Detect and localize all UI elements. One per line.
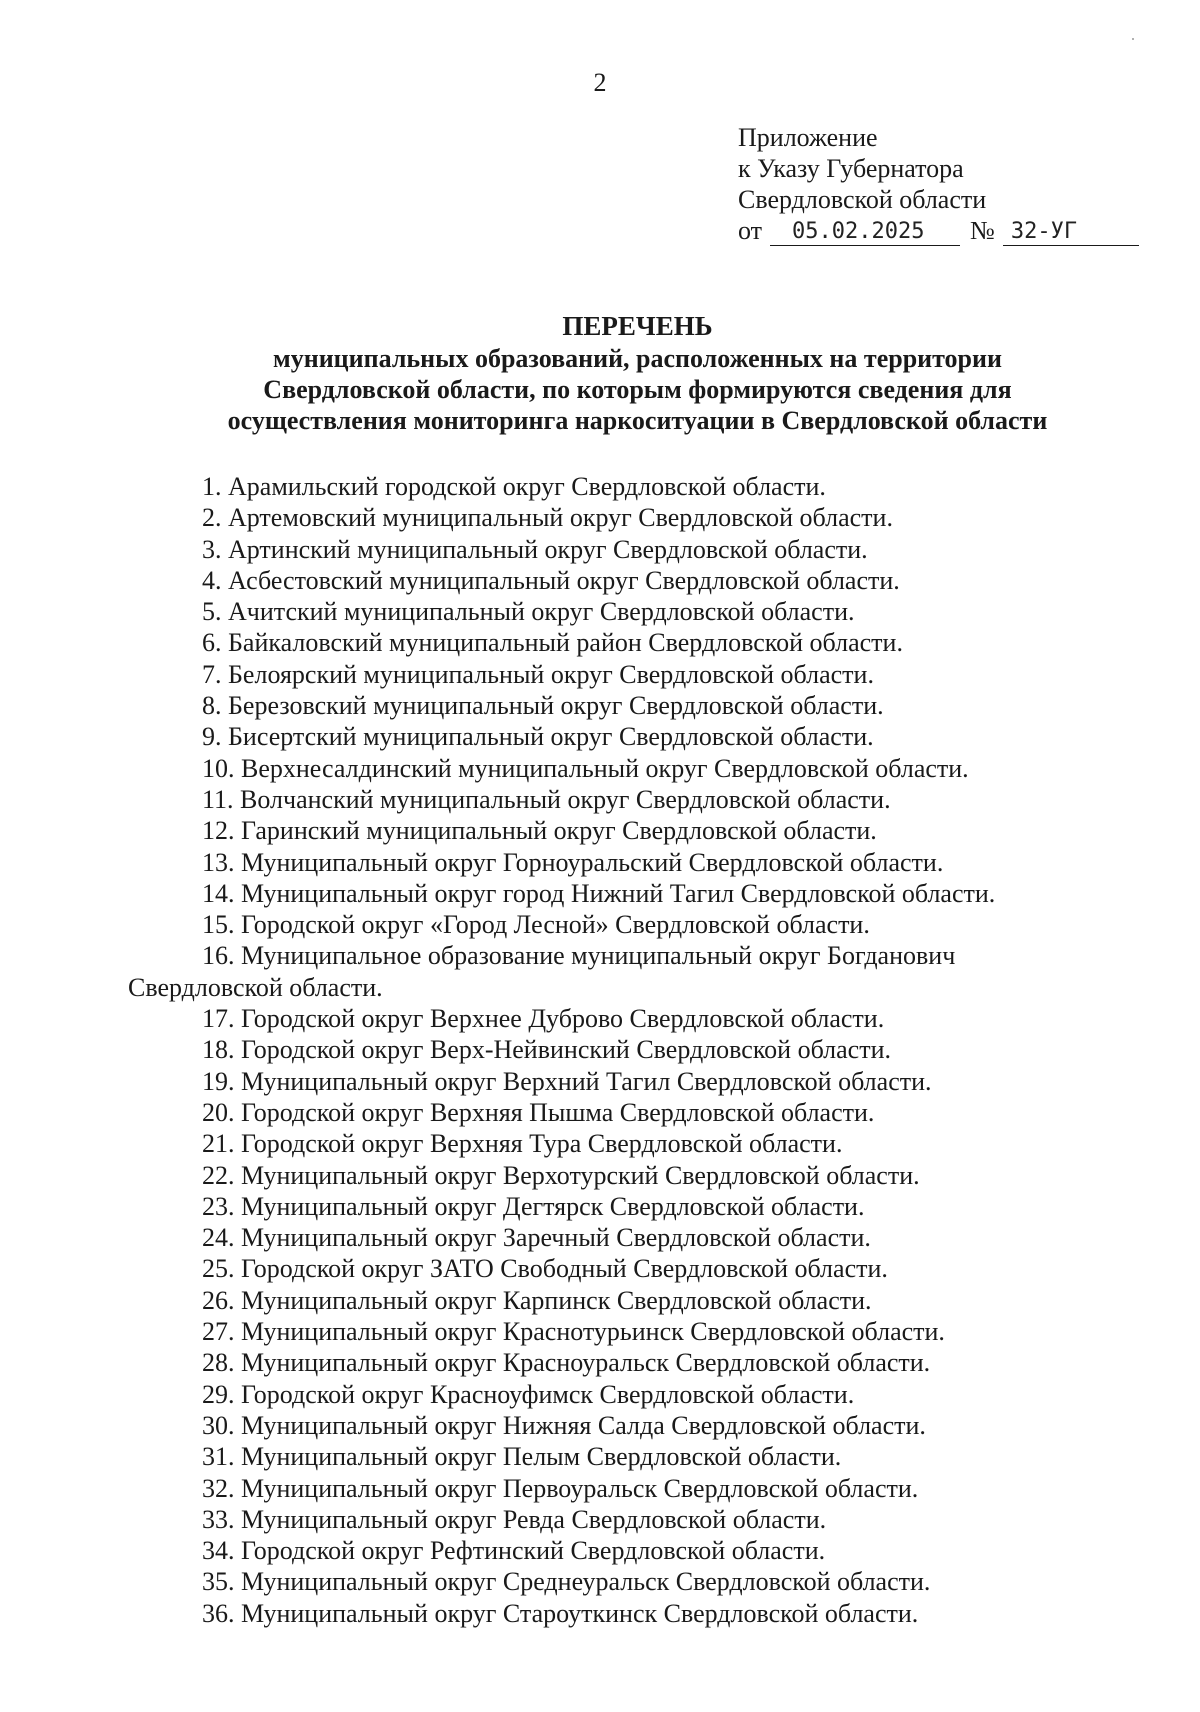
list-item: 8. Березовский муниципальный округ Свердловской области. bbox=[202, 691, 884, 721]
list-item: 27. Муниципальный округ Краснотурьинск Свердловской области. bbox=[202, 1317, 945, 1347]
appendix-reference: к Указу Губернатора bbox=[738, 154, 964, 183]
list-item: 19. Муниципальный округ Верхний Тагил Свердловской области. bbox=[202, 1066, 932, 1096]
list-item: 35. Муниципальный округ Среднеуральск Свердловской области. bbox=[202, 1567, 931, 1597]
title-line-2: Свердловской области, по которым формируются сведения для bbox=[263, 375, 1012, 404]
list-item: 17. Городской округ Верхнее Дуброво Свердловской области. bbox=[202, 1004, 885, 1034]
list-item: 11. Волчанский муниципальный округ Свердловской области. bbox=[202, 784, 891, 814]
order-number: 32-УГ bbox=[1003, 219, 1139, 246]
title-line-3: осуществления мониторинга наркоситуации в Свердловской области bbox=[227, 406, 1048, 435]
list-item: 14. Муниципальный округ город Нижний Тагил Свердловской области. bbox=[202, 878, 996, 908]
list-item: 16. Муниципальное образование муниципальный округ Богданович Свердловской области. bbox=[128, 941, 956, 1002]
list-item: 21. Городской округ Верхняя Тура Свердловской области. bbox=[202, 1129, 843, 1159]
list-item: 36. Муниципальный округ Староуткинск Свердловской области. bbox=[202, 1598, 919, 1628]
number-label: № bbox=[970, 216, 995, 245]
list-item: 25. Городской округ ЗАТО Свободный Свердловской области. bbox=[202, 1254, 888, 1284]
list-item: 33. Муниципальный округ Ревда Свердловской области. bbox=[202, 1504, 827, 1534]
list-item: 13. Муниципальный округ Горноуральский Свердловской области. bbox=[202, 847, 944, 877]
list-item: 12. Гаринский муниципальный округ Свердловской области. bbox=[202, 816, 877, 846]
list-item: 23. Муниципальный округ Дегтярск Свердловской области. bbox=[202, 1191, 865, 1221]
document-title bbox=[0, 311, 1200, 436]
order-details bbox=[738, 215, 1139, 246]
list-item: 26. Муниципальный округ Карпинск Свердловской области. bbox=[202, 1285, 872, 1315]
appendix-region: Свердловской области bbox=[738, 185, 987, 214]
appendix-header bbox=[738, 122, 1139, 246]
list-item: 2. Артемовский муниципальный округ Свердловской области. bbox=[202, 503, 893, 533]
list-item: 1. Арамильский городской округ Свердловской области. bbox=[202, 472, 826, 501]
municipality-list bbox=[0, 471, 1200, 1629]
list-item: 32. Муниципальный округ Первоуральск Свердловской области. bbox=[202, 1473, 919, 1503]
list-item: 29. Городской округ Красноуфимск Свердловской области. bbox=[202, 1379, 855, 1409]
list-item: 31. Муниципальный округ Пелым Свердловской области. bbox=[202, 1442, 842, 1472]
title-heading: ПЕРЕЧЕНЬ bbox=[562, 311, 713, 341]
title-line-1: муниципальных образований, расположенных на территории bbox=[273, 344, 1002, 373]
page-number: 2 bbox=[593, 68, 607, 97]
list-item: 18. Городской округ Верх-Нейвинский Свердловской области. bbox=[202, 1035, 891, 1065]
order-date: 05.02.2025 bbox=[770, 219, 960, 246]
list-item: 20. Городской округ Верхняя Пышма Свердловской области. bbox=[202, 1097, 875, 1127]
list-item: 6. Байкаловский муниципальный район Свердловской области. bbox=[202, 628, 903, 658]
appendix-title: Приложение bbox=[738, 123, 878, 152]
list-item: 9. Бисертский муниципальный округ Свердловской области. bbox=[202, 722, 874, 752]
list-item: 10. Верхнесалдинский муниципальный округ Свердловской области. bbox=[202, 753, 969, 783]
list-item: 15. Городской округ «Город Лесной» Свердловской области. bbox=[202, 910, 870, 940]
scan-artifact-dot bbox=[1132, 38, 1134, 40]
date-label: от bbox=[738, 216, 763, 245]
list-item: 3. Артинский муниципальный округ Свердловской области. bbox=[202, 534, 868, 564]
list-item: 5. Ачитский муниципальный округ Свердловской области. bbox=[202, 597, 855, 627]
list-item: 7. Белоярский муниципальный округ Свердловской области. bbox=[202, 659, 874, 689]
list-item: 30. Муниципальный округ Нижняя Салда Свердловской области. bbox=[202, 1410, 926, 1440]
list-item: 34. Городской округ Рефтинский Свердловской области. bbox=[202, 1536, 826, 1566]
list-item: 4. Асбестовский муниципальный округ Свердловской области. bbox=[202, 565, 900, 595]
list-item: 22. Муниципальный округ Верхотурский Свердловской области. bbox=[202, 1160, 920, 1190]
list-item: 28. Муниципальный округ Красноуральск Свердловской области. bbox=[202, 1348, 931, 1378]
list-item: 24. Муниципальный округ Заречный Свердловской области. bbox=[202, 1223, 871, 1253]
